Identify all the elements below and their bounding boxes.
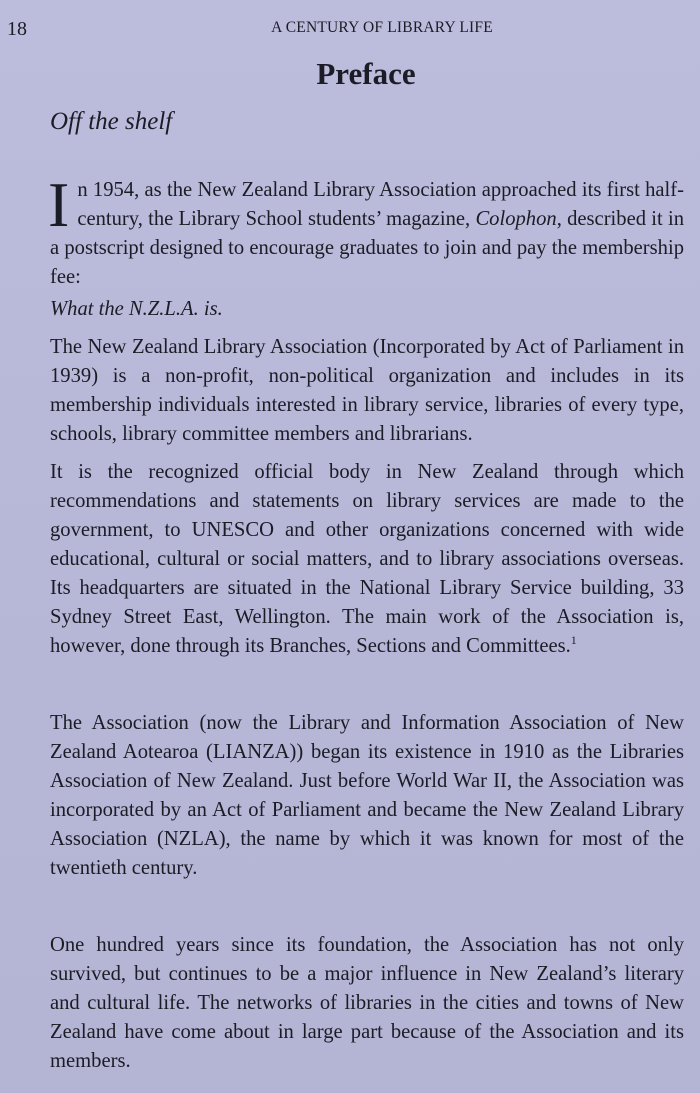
intro-text-end: , described it in a postscript designed to encourage graduates to join and pay the membership fee: — [50, 208, 684, 288]
paragraph-centenary: One hundred years since its foundation, the Association has not only survived, but continues to be a major influence in New Zealand’s literary and cultural life. The networks of libraries in the cities and towns of New Zealand have come about in large part because of the Association and its members. — [50, 934, 684, 1072]
quote-2-text: It is the recognized official body in New Zealand through which recommendations and statements on library services are made to the government, to UNESCO and other organizations concerned with wide educational, cultural or social matters, and to library associations overseas. Its headquarters are situated in the National Library Service building, 33 Sydney Street East, Wellington. The main work of the Association is, however, done through its Branches, Sections and Committees. — [50, 461, 684, 657]
body-text — [48, 169, 684, 1076]
chapter-title: Preface — [316, 56, 416, 91]
paragraph-intro — [48, 169, 684, 292]
drop-cap: I — [48, 169, 70, 240]
quote-heading: What the N.Z.L.A. is. — [50, 298, 223, 320]
paragraph-quote-1: The New Zealand Library Association (Incorporated by Act of Parliament in 1939) is a non-profit, non-political organization and includes in its membership individuals interested in library service, libraries of every type, schools, library committee members and librarians. — [50, 336, 684, 445]
footnote-reference[interactable]: 1 — [570, 633, 577, 648]
running-head: A CENTURY OF LIBRARY LIFE — [271, 19, 493, 36]
chapter-subtitle: Off the shelf — [50, 108, 173, 135]
page-number: 18 — [7, 18, 27, 40]
intro-text-start: n 1954, as the New Zealand Library Association approached its first half-century, the Library School students’ magazine, — [77, 179, 684, 230]
paragraph-quote-2 — [50, 458, 684, 661]
paragraph-history: The Association (now the Library and Information Association of New Zealand Aotearoa (LIANZA)) began its existence in 1910 as the Libraries Association of New Zealand. Just before World War II, the Association was incorporated by an Act of Parliament and became the New Zealand Library Association (NZLA), the name by which it was known for most of the twentieth century. — [50, 712, 684, 879]
magazine-title: Colophon — [475, 208, 557, 230]
